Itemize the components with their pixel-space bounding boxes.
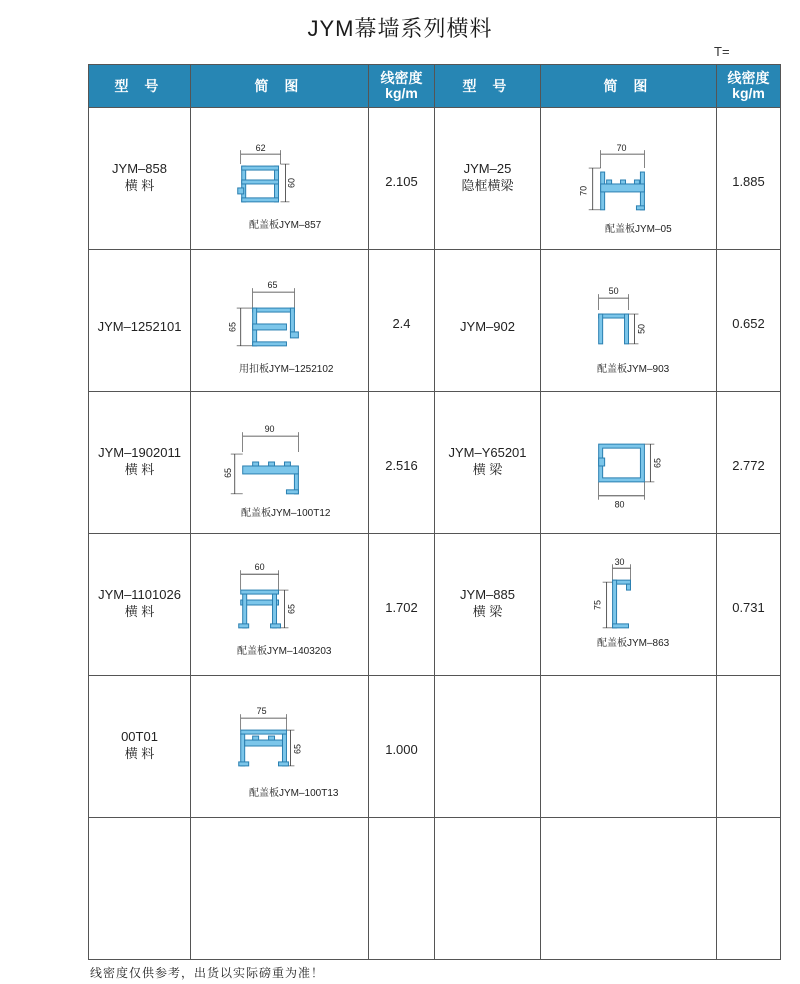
- model-cell: [435, 534, 541, 676]
- model-cell: [89, 108, 191, 250]
- model-number: JYM–1101026: [98, 587, 181, 602]
- density-value: 2.4: [392, 316, 411, 331]
- header-density: [369, 65, 435, 108]
- density-cell: [369, 250, 435, 392]
- dim-height: 75: [592, 600, 603, 610]
- dim-width: 75: [256, 706, 267, 717]
- profile-caption: 配盖板JYM–857: [249, 220, 322, 231]
- drawing-cell: [191, 534, 369, 676]
- profile-shape: [599, 444, 645, 482]
- density-cell: [369, 676, 435, 818]
- header-density-unit: kg/m: [385, 85, 418, 101]
- profile-caption: 配盖板JYM–100T12: [241, 508, 331, 519]
- header-density-label: 线密度: [727, 70, 770, 86]
- header-model: 型 号: [435, 65, 541, 108]
- profile-drawing: [541, 392, 716, 533]
- model-number: JYM–Y65201: [448, 445, 527, 460]
- density-cell: [717, 108, 781, 250]
- density-cell: [369, 534, 435, 676]
- model-cell: [435, 250, 541, 392]
- model-number: JYM–1902011: [98, 445, 181, 460]
- density-value: 2.105: [385, 174, 418, 189]
- model-cell: [435, 108, 541, 250]
- density-cell: [717, 392, 781, 534]
- density-value: 1.000: [385, 742, 418, 757]
- profile-shape: [239, 730, 289, 766]
- density-value: 1.885: [732, 174, 765, 189]
- density-cell: [717, 250, 781, 392]
- model-type: 横 料: [124, 746, 155, 761]
- model-number: JYM–25: [463, 161, 512, 176]
- model-type: 横 料: [124, 178, 155, 193]
- density-cell: [717, 534, 781, 676]
- dim-height: 50: [636, 323, 647, 334]
- model-cell: [435, 676, 541, 818]
- profile-shape: [238, 166, 279, 202]
- page-title: JYM幕墙系列横料: [307, 16, 493, 41]
- profile-table: [88, 64, 781, 960]
- dim-width: 65: [267, 280, 278, 291]
- thickness-mark: T=: [714, 44, 730, 59]
- dim-height: 65: [652, 458, 663, 468]
- drawing-cell: [541, 818, 717, 960]
- drawing-cell: [541, 392, 717, 534]
- drawing-cell: [541, 250, 717, 392]
- dim-height: 70: [578, 185, 589, 196]
- dim-height: 60: [286, 177, 297, 188]
- table-row: [89, 250, 781, 392]
- dim-width: 80: [614, 499, 625, 510]
- density-value: 1.702: [385, 600, 418, 615]
- profile-caption: 配盖板JYM–863: [597, 638, 670, 649]
- profile-caption: 用扣板JYM–1252102: [239, 364, 334, 375]
- dim-height: 65: [286, 603, 297, 614]
- profile-caption: 配盖板JYM–1403203: [237, 646, 332, 657]
- model-number: JYM–858: [112, 161, 167, 176]
- density-cell: [717, 818, 781, 960]
- drawing-cell: [191, 392, 369, 534]
- model-cell: [89, 250, 191, 392]
- header-drawing: 简 图: [191, 65, 369, 108]
- density-value: 2.516: [385, 458, 418, 473]
- dim-width: 62: [255, 143, 266, 154]
- dim-height: 65: [292, 744, 303, 754]
- dim-width: 50: [608, 286, 619, 297]
- model-type: 横 料: [124, 604, 155, 619]
- profile-shape: [613, 580, 631, 628]
- drawing-cell: [191, 108, 369, 250]
- density-cell: [717, 676, 781, 818]
- dim-width: 70: [616, 143, 627, 154]
- density-value: [717, 676, 780, 742]
- drawing-cell: [191, 818, 369, 960]
- table-header-row: [89, 65, 781, 108]
- density-value: 0.731: [732, 600, 765, 615]
- model-number: JYM–1252101: [97, 319, 182, 334]
- model-cell: [89, 534, 191, 676]
- profile-shape: [239, 590, 281, 628]
- dim-height: 65: [227, 321, 238, 332]
- header-drawing: 简 图: [541, 65, 717, 108]
- model-type: 横 梁: [472, 604, 503, 619]
- table-row: [89, 392, 781, 534]
- density-value: 2.772: [732, 458, 765, 473]
- table-row: [89, 676, 781, 818]
- density-value: 0.652: [732, 316, 765, 331]
- drawing-cell: [191, 676, 369, 818]
- table-row: [89, 534, 781, 676]
- dim-height: 65: [222, 467, 233, 478]
- model-type: 横 料: [124, 462, 155, 477]
- model-cell: [89, 392, 191, 534]
- model-number: JYM–902: [460, 319, 515, 334]
- profile-shape: [253, 308, 299, 346]
- header-density: [717, 65, 781, 108]
- model-number: JYM–885: [460, 587, 515, 602]
- model-type: 隐框横梁: [461, 178, 514, 193]
- profile-caption: 配盖板JYM–05: [605, 224, 672, 235]
- density-cell: [369, 818, 435, 960]
- profile-caption: 配盖板JYM–100T13: [249, 788, 339, 799]
- dim-width: 90: [264, 424, 275, 435]
- drawing-cell: [541, 108, 717, 250]
- dim-width: 30: [614, 557, 625, 568]
- header-density-label: 线密度: [380, 70, 423, 86]
- profile-shape: [243, 462, 299, 494]
- density-cell: [369, 108, 435, 250]
- drawing-cell: [191, 250, 369, 392]
- profile-shape: [599, 314, 629, 344]
- profile-caption: 配盖板JYM–903: [597, 364, 670, 375]
- profile-drawing: [541, 534, 716, 675]
- model-cell: [435, 818, 541, 960]
- model-cell: [89, 818, 191, 960]
- header-model: 型 号: [89, 65, 191, 108]
- model-type: 横 梁: [472, 462, 503, 477]
- footer-note: 线密度仅供参考，出货以实际磅重为准！: [90, 966, 325, 980]
- drawing-cell: [541, 676, 717, 818]
- model-number: 00T01: [121, 729, 158, 744]
- model-cell: [89, 676, 191, 818]
- profile-shape: [601, 172, 645, 210]
- dim-width: 60: [254, 562, 265, 573]
- header-density-unit: kg/m: [732, 85, 765, 101]
- table-row: [89, 818, 781, 960]
- model-cell: [435, 392, 541, 534]
- table-row: [89, 108, 781, 250]
- drawing-cell: [541, 534, 717, 676]
- density-cell: [369, 392, 435, 534]
